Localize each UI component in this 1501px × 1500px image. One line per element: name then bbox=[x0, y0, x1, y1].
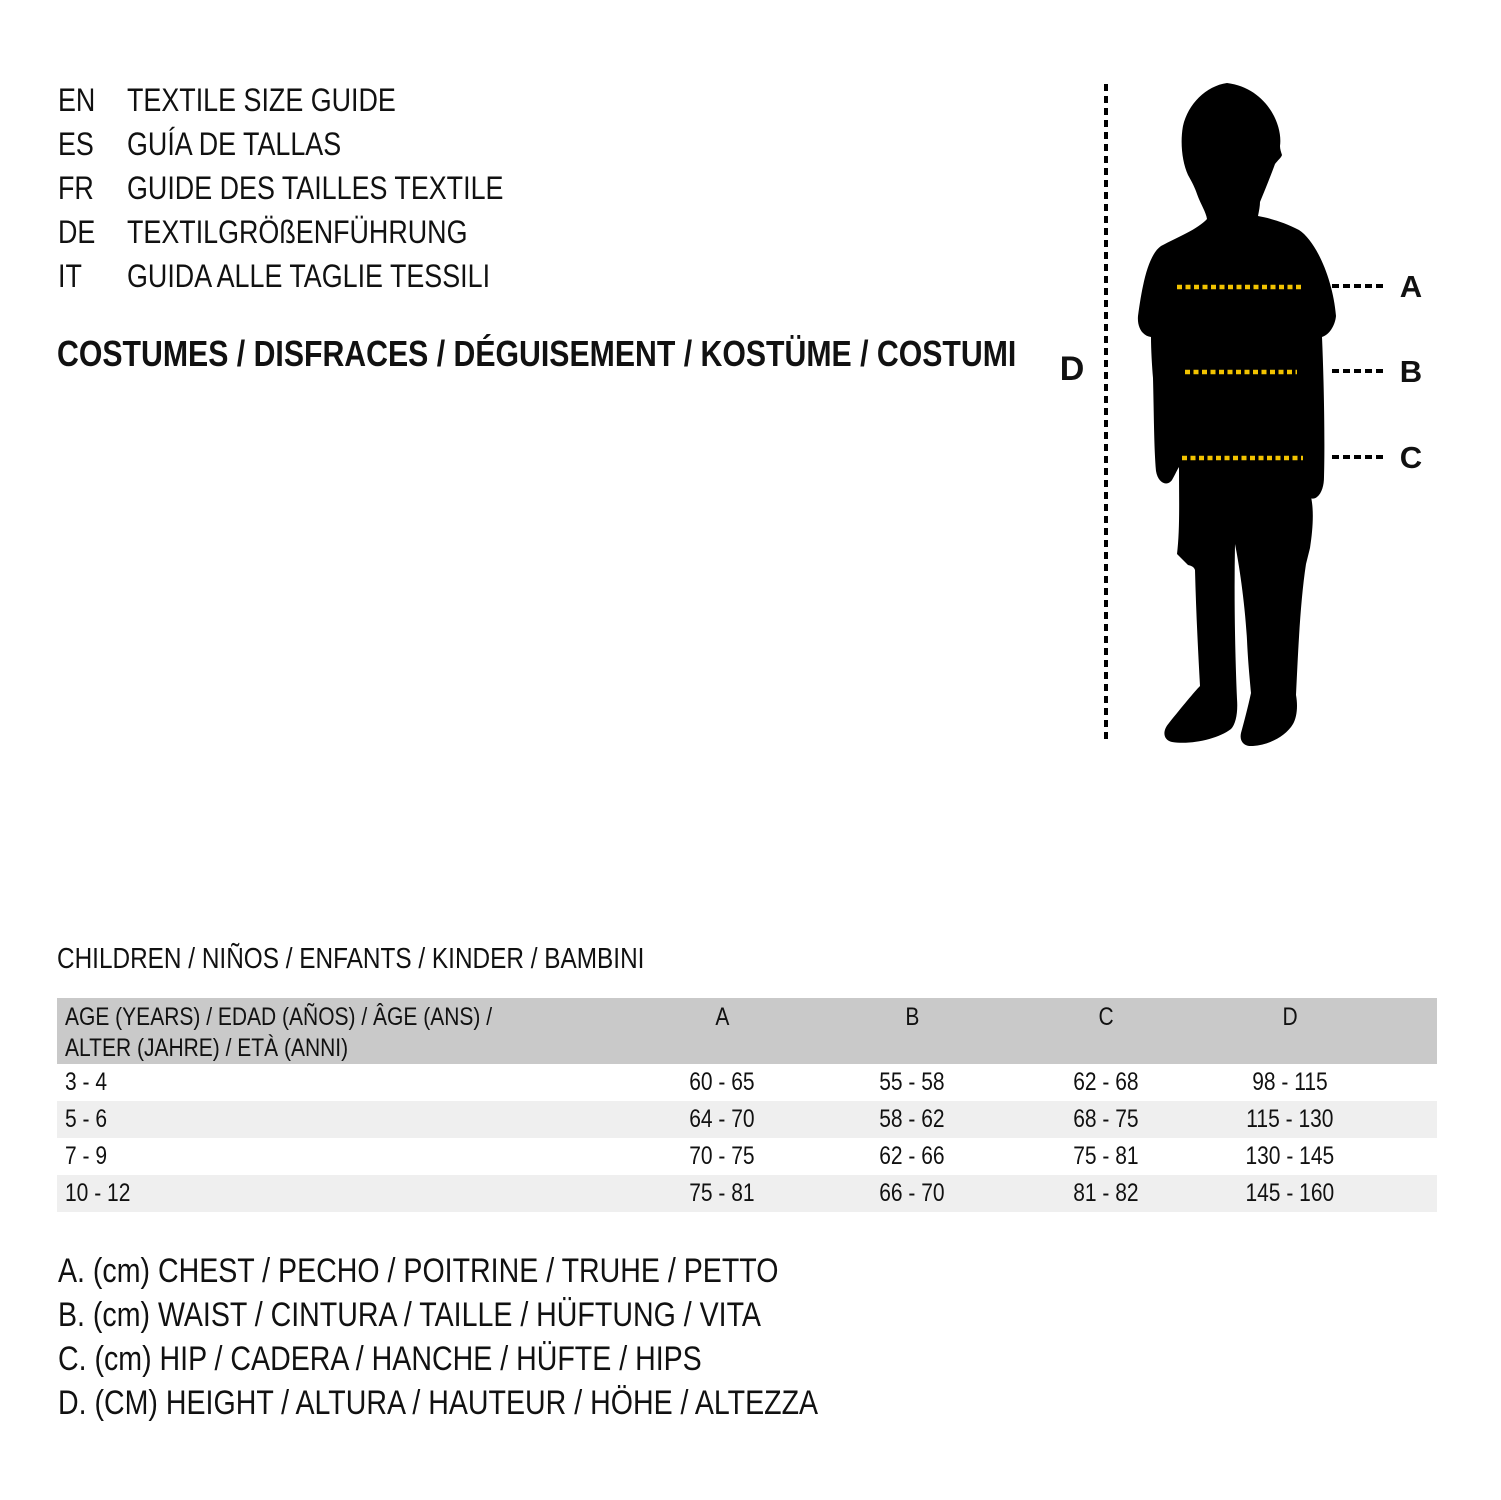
chest-value: 75 - 81 bbox=[689, 1179, 755, 1207]
chest-value: 64 - 70 bbox=[689, 1105, 755, 1133]
language-code-fr bbox=[58, 166, 127, 210]
waist-cell bbox=[817, 1179, 1007, 1208]
child-silhouette-shape bbox=[1138, 83, 1336, 746]
waist-connector-line bbox=[1332, 369, 1384, 373]
age-value: 10 - 12 bbox=[65, 1179, 131, 1207]
language-code-es bbox=[58, 122, 127, 166]
age-value: 3 - 4 bbox=[65, 1068, 108, 1096]
hip-cell bbox=[1007, 1179, 1205, 1208]
age-value: 7 - 9 bbox=[65, 1142, 108, 1170]
height-dashed-line bbox=[1104, 84, 1108, 740]
column-header-a bbox=[627, 998, 817, 1064]
table-row bbox=[57, 1101, 1437, 1138]
waist-cell bbox=[817, 1142, 1007, 1171]
height-value: 130 - 145 bbox=[1245, 1142, 1335, 1170]
age-header-line1: AGE (YEARS) / EDAD (AÑOS) / ÂGE (ANS) / bbox=[65, 1003, 493, 1031]
hip-cell bbox=[1007, 1142, 1205, 1171]
hip-value: 81 - 82 bbox=[1073, 1179, 1139, 1207]
hip-cell bbox=[1007, 1068, 1205, 1097]
guide-title-fr: GUIDE DES TAILLES TEXTILE bbox=[127, 170, 504, 206]
language-code-text: ES bbox=[58, 126, 94, 162]
chest-cell bbox=[627, 1142, 817, 1171]
table-header-row bbox=[57, 998, 1437, 1064]
guide-title-de: TEXTILGRÖßENFÜHRUNG bbox=[127, 214, 468, 250]
language-row-de bbox=[58, 210, 575, 254]
age-header-line2: ALTER (JAHRE) / ETÀ (ANNI) bbox=[65, 1034, 349, 1062]
column-header-b-text: B bbox=[904, 1003, 920, 1031]
age-cell bbox=[57, 1179, 627, 1208]
chest-value: 70 - 75 bbox=[689, 1142, 755, 1170]
height-value: 98 - 115 bbox=[1252, 1068, 1328, 1096]
language-row-en bbox=[58, 78, 575, 122]
height-cell bbox=[1205, 1142, 1375, 1171]
column-header-d-text: D bbox=[1282, 1003, 1298, 1031]
hip-value: 75 - 81 bbox=[1073, 1142, 1139, 1170]
height-value: 145 - 160 bbox=[1245, 1179, 1335, 1207]
language-row-fr bbox=[58, 166, 575, 210]
legend-item-waist-text: B. (cm) WAIST / CINTURA / TAILLE / HÜFTUNG / VITA bbox=[58, 1296, 761, 1334]
language-title-list bbox=[58, 78, 575, 298]
chest-connector-line bbox=[1332, 284, 1384, 288]
language-code-it bbox=[58, 254, 127, 298]
waist-value: 62 - 66 bbox=[879, 1142, 945, 1170]
column-header-d bbox=[1205, 998, 1375, 1064]
hip-cell bbox=[1007, 1105, 1205, 1134]
header-filler bbox=[1375, 998, 1437, 1064]
language-code-en bbox=[58, 78, 127, 122]
legend-item-chest bbox=[58, 1249, 963, 1293]
hip-value: 68 - 75 bbox=[1073, 1105, 1139, 1133]
waist-cell bbox=[817, 1068, 1007, 1097]
height-measure-label: D bbox=[1059, 350, 1085, 388]
child-silhouette bbox=[1118, 78, 1380, 746]
category-line bbox=[57, 332, 1199, 376]
chest-cell bbox=[627, 1179, 817, 1208]
column-header-c bbox=[1007, 998, 1205, 1064]
waist-value: 55 - 58 bbox=[879, 1068, 945, 1096]
language-row-es bbox=[58, 122, 575, 166]
age-cell bbox=[57, 1105, 627, 1134]
legend-item-hip bbox=[58, 1337, 963, 1381]
language-code-text: FR bbox=[58, 170, 94, 206]
table-row bbox=[57, 1138, 1437, 1175]
hip-connector-line bbox=[1332, 455, 1384, 459]
guide-title-es: GUÍA DE TALLAS bbox=[127, 126, 342, 162]
legend-item-hip-text: C. (cm) HIP / CADERA / HANCHE / HÜFTE / HIPS bbox=[58, 1340, 702, 1378]
table-row bbox=[57, 1175, 1437, 1212]
chest-cell bbox=[627, 1068, 817, 1097]
category-line-text: COSTUMES / DISFRACES / DÉGUISEMENT / KOSTÜME / COSTUMI bbox=[57, 333, 1017, 374]
children-size-table bbox=[57, 998, 1437, 1212]
guide-title-it: GUIDA ALLE TAGLIE TESSILI bbox=[127, 258, 491, 294]
language-code-de bbox=[58, 210, 127, 254]
age-value: 5 - 6 bbox=[65, 1105, 108, 1133]
children-section-title-text: CHILDREN / NIÑOS / ENFANTS / KINDER / BAMBINI bbox=[57, 943, 645, 975]
hip-measure-label: C bbox=[1399, 440, 1423, 475]
chest-value: 60 - 65 bbox=[689, 1068, 755, 1096]
legend-item-waist bbox=[58, 1293, 963, 1337]
legend-item-chest-text: A. (cm) CHEST / PECHO / POITRINE / TRUHE / PETTO bbox=[58, 1252, 779, 1290]
language-code-text: IT bbox=[58, 258, 82, 294]
waist-value: 58 - 62 bbox=[879, 1105, 945, 1133]
waist-cell bbox=[817, 1105, 1007, 1134]
legend-item-height-text: D. (CM) HEIGHT / ALTURA / HAUTEUR / HÖHE / ALTEZZA bbox=[58, 1384, 819, 1422]
column-header-a-text: A bbox=[714, 1003, 730, 1031]
height-cell bbox=[1205, 1179, 1375, 1208]
height-value: 115 - 130 bbox=[1246, 1105, 1334, 1133]
chest-cell bbox=[627, 1105, 817, 1134]
language-code-text: EN bbox=[58, 82, 96, 118]
column-header-b bbox=[817, 998, 1007, 1064]
legend-item-height bbox=[58, 1381, 963, 1425]
hip-value: 62 - 68 bbox=[1073, 1068, 1139, 1096]
column-header-c-text: C bbox=[1098, 1003, 1114, 1031]
guide-title-en: TEXTILE SIZE GUIDE bbox=[127, 82, 396, 118]
age-cell bbox=[57, 1142, 627, 1171]
children-section-title bbox=[57, 941, 756, 977]
waist-measure-label: B bbox=[1399, 354, 1423, 389]
language-row-it bbox=[58, 254, 575, 298]
height-cell bbox=[1205, 1068, 1375, 1097]
age-cell bbox=[57, 1068, 627, 1097]
language-code-text: DE bbox=[58, 214, 96, 250]
measurement-legend bbox=[58, 1249, 963, 1425]
chest-measure-label: A bbox=[1399, 269, 1423, 304]
height-cell bbox=[1205, 1105, 1375, 1134]
waist-value: 66 - 70 bbox=[879, 1179, 945, 1207]
table-row bbox=[57, 1064, 1437, 1101]
age-column-header bbox=[57, 998, 627, 1064]
